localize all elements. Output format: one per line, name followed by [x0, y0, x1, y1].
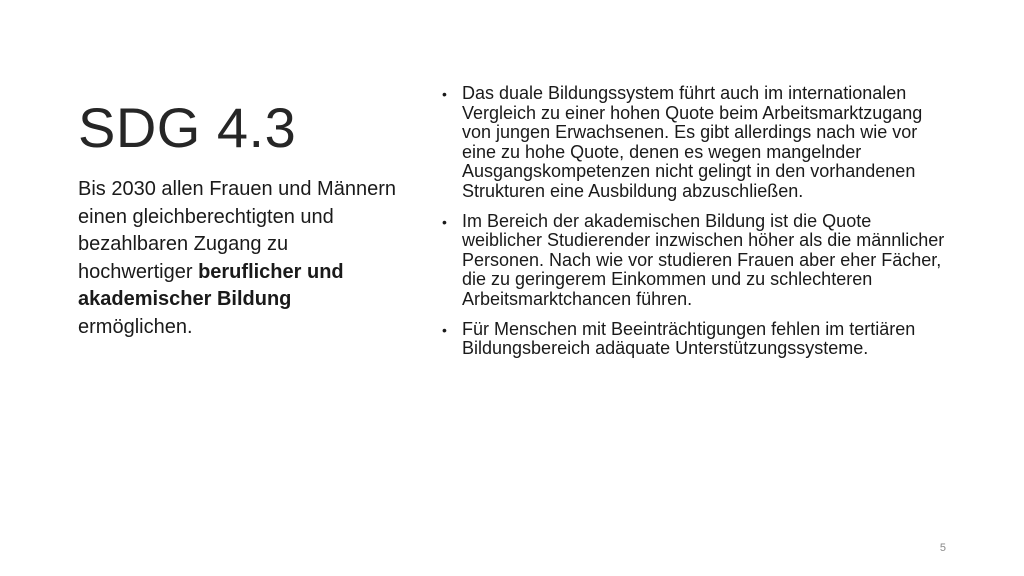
subtitle-bold-text: beruflicher und akademischer Bildung	[78, 260, 344, 310]
bullet-icon: •	[442, 213, 447, 230]
subtitle-text-start: Bis 2030 allen Frauen und Männern einen gleichberechtigten und bezahlbaren Zugang zu hochwertiger	[78, 178, 396, 283]
slide-title: SDG 4.3	[78, 96, 297, 159]
page-number: 5	[939, 542, 946, 554]
bullet-item	[440, 212, 950, 310]
bullet-item	[440, 320, 950, 359]
bullet-text: Das duale Bildungssystem führt auch im internationalen Vergleich zu einer hohen Quote beim Arbeitsmarktzugang von jungen Erwachsenen. Es gibt allerdings nach wie vor eine zu hohe Quote, denen es wegen mangelnder Ausgangskompetenzen nicht gelingt in den vorhandenen Strukturen eine Ausbildung abzuschließen.	[462, 83, 923, 201]
bullet-icon: •	[442, 86, 447, 102]
bullet-icon: •	[442, 321, 447, 338]
slide-subtitle	[78, 176, 408, 341]
bullet-list	[440, 84, 950, 369]
bullet-text: Im Bereich der akademischen Bildung ist die Quote weiblicher Studierender inzwischen höher als die männlicher Personen. Nach wie vor studieren Frauen aber eher Fächer, die zu geringerem Einkommen und zu schlechteren Arbeitsmarktchancen führen.	[462, 210, 945, 309]
bullet-item	[440, 84, 950, 202]
bullet-text: Für Menschen mit Beeinträchtigungen fehlen im tertiären Bildungsbereich adäquate Unterstützungssysteme.	[462, 318, 916, 359]
subtitle-text-end: ermöglichen.	[78, 315, 193, 338]
